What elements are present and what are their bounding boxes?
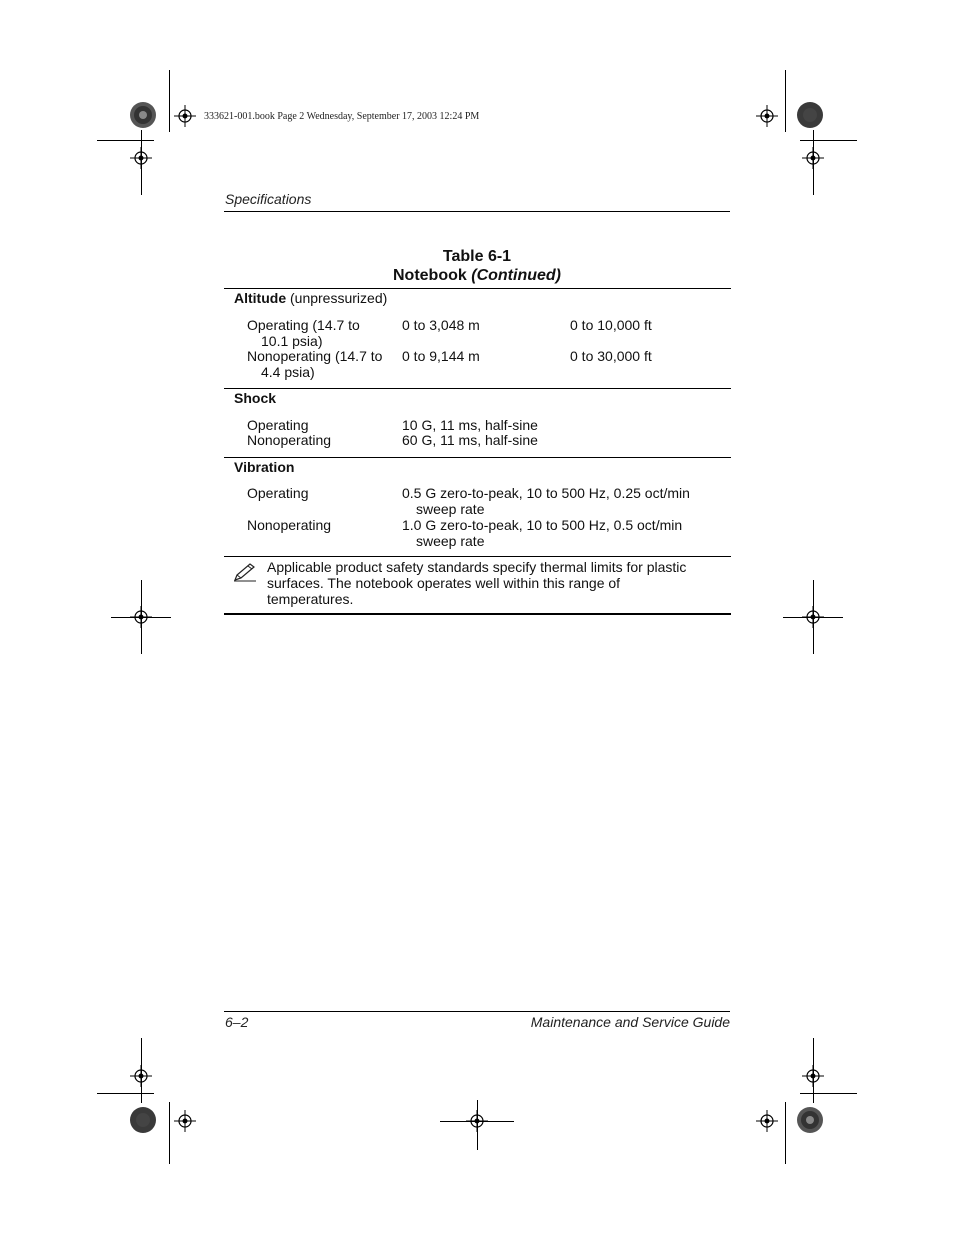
metric-value: 0 to 9,144 m: [402, 348, 480, 364]
starburst-mark-icon: [129, 1106, 157, 1134]
label-line: Operating (14.7 to: [247, 317, 360, 333]
label-line: Nonoperating (14.7 to: [247, 348, 383, 364]
label-line: 4.4 psia): [261, 364, 315, 380]
value-line: sweep rate: [416, 501, 485, 517]
section-title: Specifications: [225, 191, 312, 207]
row-value: 60 G, 11 ms, half-sine: [402, 432, 538, 448]
crop-line: [813, 130, 814, 195]
row-value: 10 G, 11 ms, half-sine: [402, 417, 538, 433]
value-line: 1.0 G zero-to-peak, 10 to 500 Hz, 0.5 oct/min: [402, 517, 683, 533]
crop-line: [141, 1038, 142, 1103]
crop-line: [169, 1102, 170, 1164]
row-value: [402, 517, 722, 549]
crop-line: [141, 130, 142, 195]
row-label: Nonoperating: [247, 517, 332, 533]
crop-line: [800, 1093, 857, 1094]
row-label: Operating: [247, 485, 309, 501]
table-title-name: Notebook: [393, 267, 467, 284]
registration-mark-icon: [756, 1110, 778, 1132]
note-text: [267, 559, 707, 607]
crop-line: [169, 70, 170, 132]
crop-line: [97, 1093, 154, 1094]
row-value: [402, 485, 722, 517]
imperial-value: 0 to 30,000 ft: [570, 348, 652, 364]
heading-qualifier: (unpressurized): [286, 290, 388, 306]
starburst-mark-icon: [796, 1106, 824, 1134]
heading-text: Altitude: [234, 290, 287, 306]
section-heading-altitude: [234, 290, 387, 306]
guide-title: Maintenance and Service Guide: [530, 1014, 730, 1030]
heading-text: Shock: [234, 390, 277, 406]
imperial-value: 0 to 10,000 ft: [570, 317, 652, 333]
print-info: 333621-001.book Page 2 Wednesday, September 17, 2003 12:24 PM: [204, 111, 480, 122]
table-title-suffix: (Continued): [471, 267, 561, 284]
crop-line: [783, 617, 843, 618]
starburst-mark-icon: [796, 101, 824, 129]
label-line: 10.1 psia): [261, 333, 323, 349]
spec-table: [224, 0, 730, 620]
metric-value: 0 to 3,048 m: [402, 317, 480, 333]
crop-line: [785, 70, 786, 132]
registration-mark-icon: [756, 105, 778, 127]
registration-mark-icon: [174, 105, 196, 127]
row-label: Nonoperating: [247, 432, 332, 448]
section-heading-vibration: [234, 459, 294, 475]
crop-line: [800, 140, 857, 141]
crop-line: [97, 140, 154, 141]
starburst-mark-icon: [129, 101, 157, 129]
crop-line: [477, 1100, 478, 1150]
crop-line: [111, 617, 171, 618]
section-heading-shock: [234, 390, 276, 406]
value-line: sweep rate: [416, 533, 485, 549]
value-line: 0.5 G zero-to-peak, 10 to 500 Hz, 0.25 oct/min: [402, 485, 690, 501]
page-number: 6–2: [225, 1014, 249, 1030]
footer-rule: [224, 1011, 730, 1012]
pencil-note-icon: [232, 561, 258, 583]
table-number: Table 6-1: [442, 248, 512, 265]
row-label: [247, 317, 397, 349]
crop-line: [813, 1038, 814, 1103]
note-line: temperatures.: [267, 591, 354, 607]
note-line: surfaces. The notebook operates well within this range of: [267, 575, 621, 591]
row-label: [247, 348, 397, 380]
registration-mark-icon: [174, 1110, 196, 1132]
row-label: Operating: [247, 417, 309, 433]
note-line: Applicable product safety standards specify thermal limits for plastic: [267, 559, 687, 575]
crop-line: [785, 1102, 786, 1164]
heading-text: Vibration: [234, 459, 295, 475]
